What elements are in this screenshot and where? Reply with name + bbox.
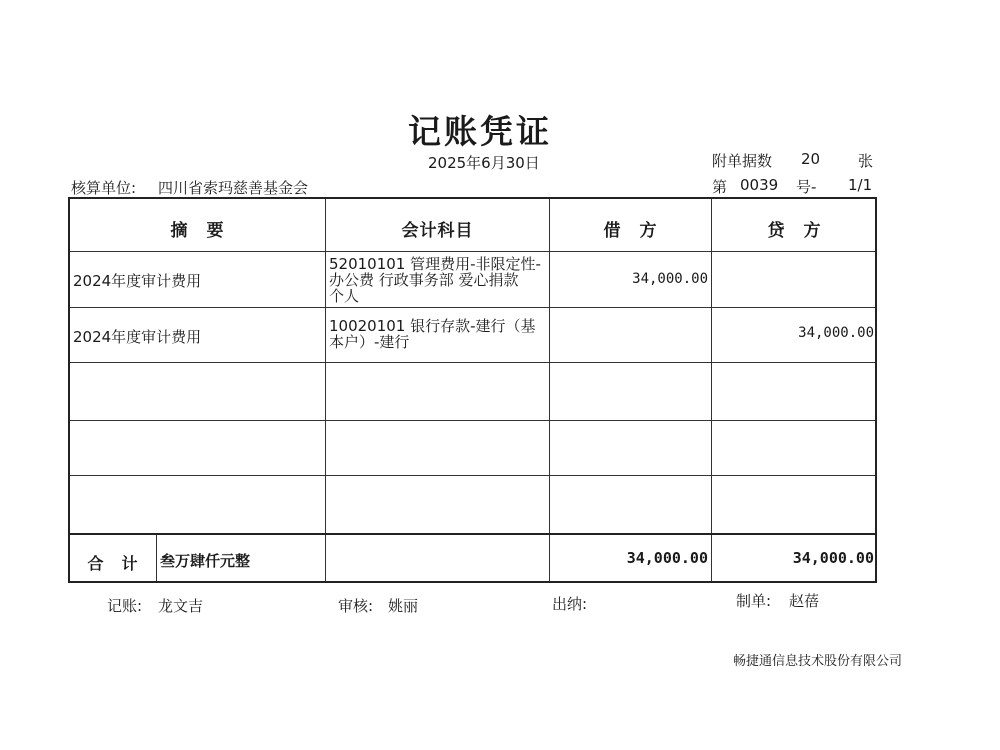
preparer-name: 赵蓓 bbox=[789, 592, 820, 610]
row-divider bbox=[70, 475, 875, 476]
attachments-label: 附单据数 bbox=[712, 152, 773, 170]
software-company: 畅捷通信息技术股份有限公司 bbox=[733, 654, 903, 669]
row-account-line: 办公费 行政事务部 爱心捐款 bbox=[329, 271, 519, 289]
header-debit: 借 方 bbox=[603, 221, 658, 241]
attachments-unit: 张 bbox=[858, 152, 874, 170]
row-summary: 2024年度审计费用 bbox=[73, 272, 202, 290]
cashier-label: 出纳: bbox=[552, 595, 588, 613]
row-divider bbox=[70, 251, 875, 252]
total-divider bbox=[70, 533, 875, 535]
unit-name: 四川省索玛慈善基金会 bbox=[158, 179, 309, 197]
row-credit: 34,000.00 bbox=[798, 325, 874, 341]
reviewer-name: 姚丽 bbox=[388, 597, 419, 615]
header-account: 会计科目 bbox=[401, 221, 474, 241]
row-account-line: 个人 bbox=[329, 287, 360, 305]
unit-label: 核算单位: bbox=[71, 179, 137, 197]
voucher-table bbox=[68, 197, 877, 583]
total-credit: 34,000.00 bbox=[792, 549, 874, 567]
total-debit: 34,000.00 bbox=[626, 549, 708, 567]
bookkeeper-label: 记账: bbox=[107, 597, 143, 615]
row-account-line: 本户）-建行 bbox=[329, 333, 410, 351]
total-label-divider bbox=[156, 535, 157, 581]
header-credit: 贷 方 bbox=[767, 221, 822, 241]
row-debit: 34,000.00 bbox=[632, 271, 708, 287]
voucher-page: 1/1 bbox=[848, 176, 873, 194]
voucher-number-suffix: 号- bbox=[796, 178, 817, 196]
col-divider bbox=[549, 199, 550, 581]
voucher-number: 0039 bbox=[740, 176, 779, 194]
voucher-title: 记账凭证 bbox=[408, 112, 552, 151]
row-summary: 2024年度审计费用 bbox=[73, 328, 202, 346]
row-divider bbox=[70, 307, 875, 308]
attachments-count: 20 bbox=[801, 150, 821, 168]
row-account-line: 10020101 银行存款-建行（基 bbox=[329, 317, 536, 335]
col-divider bbox=[711, 199, 712, 581]
row-divider bbox=[70, 420, 875, 421]
col-divider bbox=[325, 199, 326, 581]
row-account-line: 52010101 管理费用-非限定性- bbox=[329, 255, 541, 273]
total-in-words: 叁万肆仟元整 bbox=[160, 552, 251, 570]
reviewer-label: 审核: bbox=[338, 597, 374, 615]
voucher-date: 2025年6月30日 bbox=[428, 154, 540, 172]
total-label: 合 计 bbox=[87, 554, 139, 573]
preparer-label: 制单: bbox=[736, 592, 772, 610]
header-summary: 摘 要 bbox=[170, 221, 225, 241]
row-divider bbox=[70, 362, 875, 363]
bookkeeper-name: 龙文吉 bbox=[158, 597, 204, 615]
voucher-number-label: 第 bbox=[712, 178, 728, 196]
